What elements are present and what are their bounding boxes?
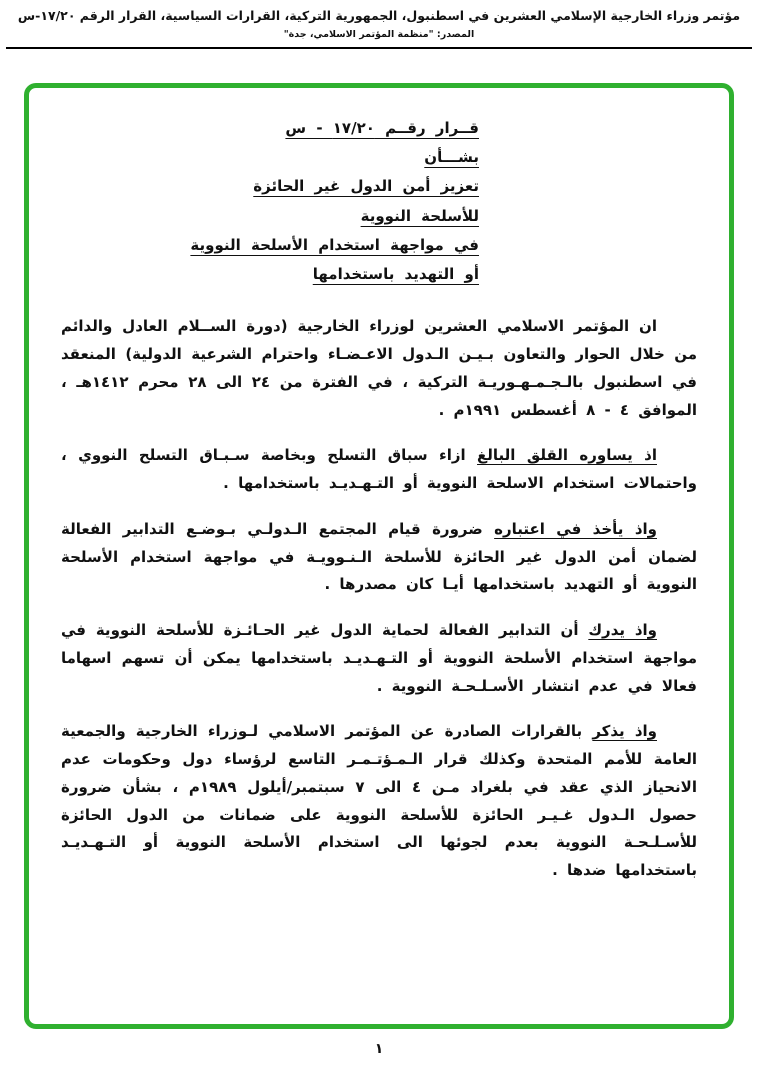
page-number: ١ bbox=[374, 1040, 384, 1057]
header-source: المصدر: "منظمة المؤتمر الاسلامي، جدة" bbox=[283, 28, 475, 40]
paragraph-considering bbox=[61, 516, 697, 599]
paragraph-text: ان المؤتمر الاسلامي العشرين لوزراء الخارجية (دورة الســلام العادل والدائم من خلال الحوار والتعاون بـيـن الـدول الاعـضـاء واحترام الشرعية الدولية) المنعقد في اسطنبول بالـجـمـهـوريـة التركية ، في الفترة من ٢٤ الى ٢٨ محرم ١٤١٢هـ ، الموافق ٤ - ٨ أغسطس ١٩٩١م . bbox=[61, 317, 698, 419]
paragraph-text: ازاء سباق التسلح وبخاصة سـبـاق التسلح النووي ، واحتمالات استخدام الاسلحة النووية أو التـهـديـد باستخدامها . bbox=[61, 446, 697, 493]
paragraph-recognizing bbox=[61, 617, 697, 700]
paragraph-text: بالقرارات الصادرة عن المؤتمر الاسلامي لـوزراء الخارجية والجمعية العامة للأمم المتحدة وكذلك قرار الـمـؤتـمـر التاسع لرؤساء دول وحكومات عدم الانحياز الذي عقد في بلغراد مـن ٤ الى ٧ سبتمبر/أيلول ١٩٨٩م ، بشأن ضرورة حصول الـدول غـيـر الحائزة للأسلحة النووية على ضمانات من الدول الحائزة للأسـلـحـة النووية بعدم لجوئها الى استخدام الأسلحة النووية أو التـهـديـد باستخدامها ضدها . bbox=[61, 722, 697, 880]
resolution-number-line: قــرار رقــم ١٧/٢٠ - س bbox=[285, 118, 479, 137]
resolution-title-line-4: أو التهديد باستخدامها bbox=[312, 265, 479, 284]
resolution-title-line-3: في مواجهة استخدام الأسلحة النووية bbox=[190, 235, 479, 254]
resolution-body bbox=[61, 313, 697, 885]
document-header bbox=[0, 6, 758, 40]
header-title: مؤتمر وزراء الخارجية الإسلامي العشرين في اسطنبول، الجمهورية التركية، القرارات السياسية، القرار الرقم ١٧/٢٠-س bbox=[17, 8, 741, 23]
paragraph-lead: اذ يساوره القلق البالغ bbox=[477, 446, 657, 465]
resolution-title-line-2: للأسلحة النووية bbox=[360, 206, 479, 225]
resolution-title-block bbox=[61, 114, 697, 290]
header-divider bbox=[6, 47, 752, 49]
paragraph-lead: واذ يذكر bbox=[592, 722, 657, 741]
paragraph-lead: واذ يأخذ في اعتباره bbox=[494, 519, 657, 538]
scanned-document-frame bbox=[24, 83, 734, 1029]
paragraph-text: ضرورة قيام المجتمع الـدولـي بـوضـع التدابير الفعالة لضمان أمن الدول غير الحائزة للأسلحة الـنـوويـة في مواجهة استخدام الأسلحة النووية أو التهديد باستخدامها أيـا كان مصدرها . bbox=[61, 519, 697, 594]
paragraph-preamble bbox=[61, 313, 697, 424]
resolution-subject-word: بشـــأن bbox=[424, 148, 479, 167]
paragraph-recalling bbox=[61, 718, 697, 885]
paragraph-concern bbox=[61, 442, 697, 498]
paragraph-lead: واذ يدرك bbox=[588, 621, 657, 640]
paragraph-text: أن التدابير الفعالة لحماية الدول غير الحـائـزة للأسلحة النووية في مواجهة استخدام الأسلحة النووية أو التـهـديـد باستخدامها يمكن أن تسهم اسهاما فعالا في عدم انتشار الأسـلـحـة النووية . bbox=[61, 621, 697, 695]
resolution-title-line-1: تعزيز أمن الدول غير الحائزة bbox=[253, 177, 479, 196]
